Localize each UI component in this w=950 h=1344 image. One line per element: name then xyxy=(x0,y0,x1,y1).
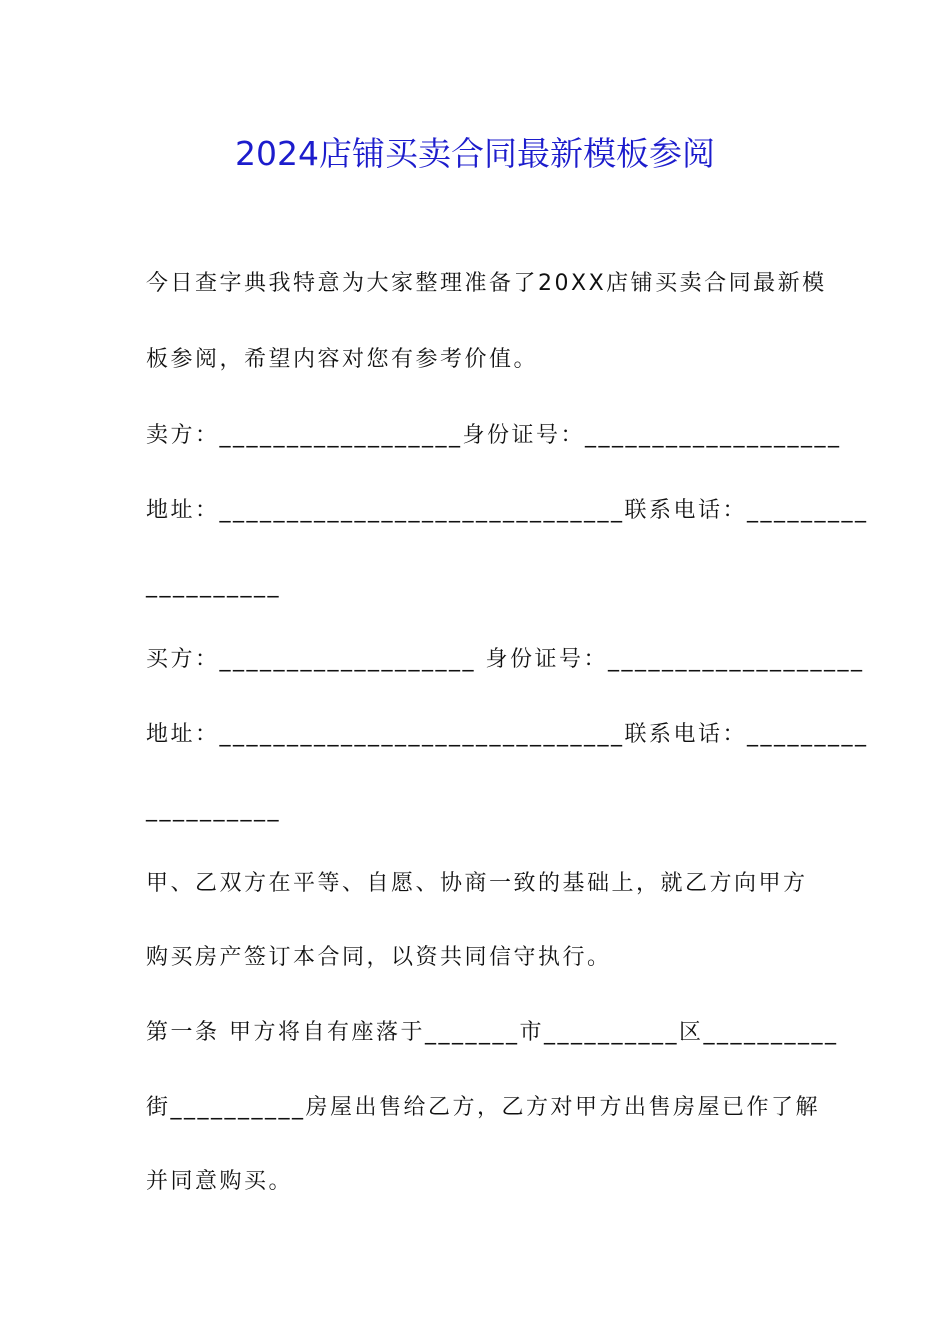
seller-address-line: 地址：______________________________联系电话：_________ xyxy=(146,498,869,523)
seller-phone-continuation: __________ xyxy=(146,573,281,598)
article-1-line-3: 并同意购买。 xyxy=(146,1169,294,1194)
buyer-id-line: 买方：___________________ 身份证号：___________________ xyxy=(146,647,865,672)
agreement-line-1: 甲、乙双方在平等、自愿、协商一致的基础上，就乙方向甲方 xyxy=(146,871,808,896)
intro-line-1: 今日查字典我特意为大家整理准备了20XX店铺买卖合同最新模 xyxy=(146,271,827,296)
agreement-line-2: 购买房产签订本合同，以资共同信守执行。 xyxy=(146,945,612,970)
seller-id-line: 卖方：__________________身份证号：___________________ xyxy=(146,423,842,448)
document-title: 2024店铺买卖合同最新模板参阅 xyxy=(235,134,715,173)
article-1-line-2: 街__________房屋出售给乙方，乙方对甲方出售房屋已作了解 xyxy=(146,1095,821,1120)
buyer-phone-continuation: __________ xyxy=(146,797,281,822)
buyer-address-line: 地址：______________________________联系电话：_________ xyxy=(146,722,869,747)
intro-line-2: 板参阅，希望内容对您有参考价值。 xyxy=(146,347,539,372)
article-1-line-1: 第一条 甲方将自有座落于_______市__________区__________ xyxy=(146,1020,839,1045)
